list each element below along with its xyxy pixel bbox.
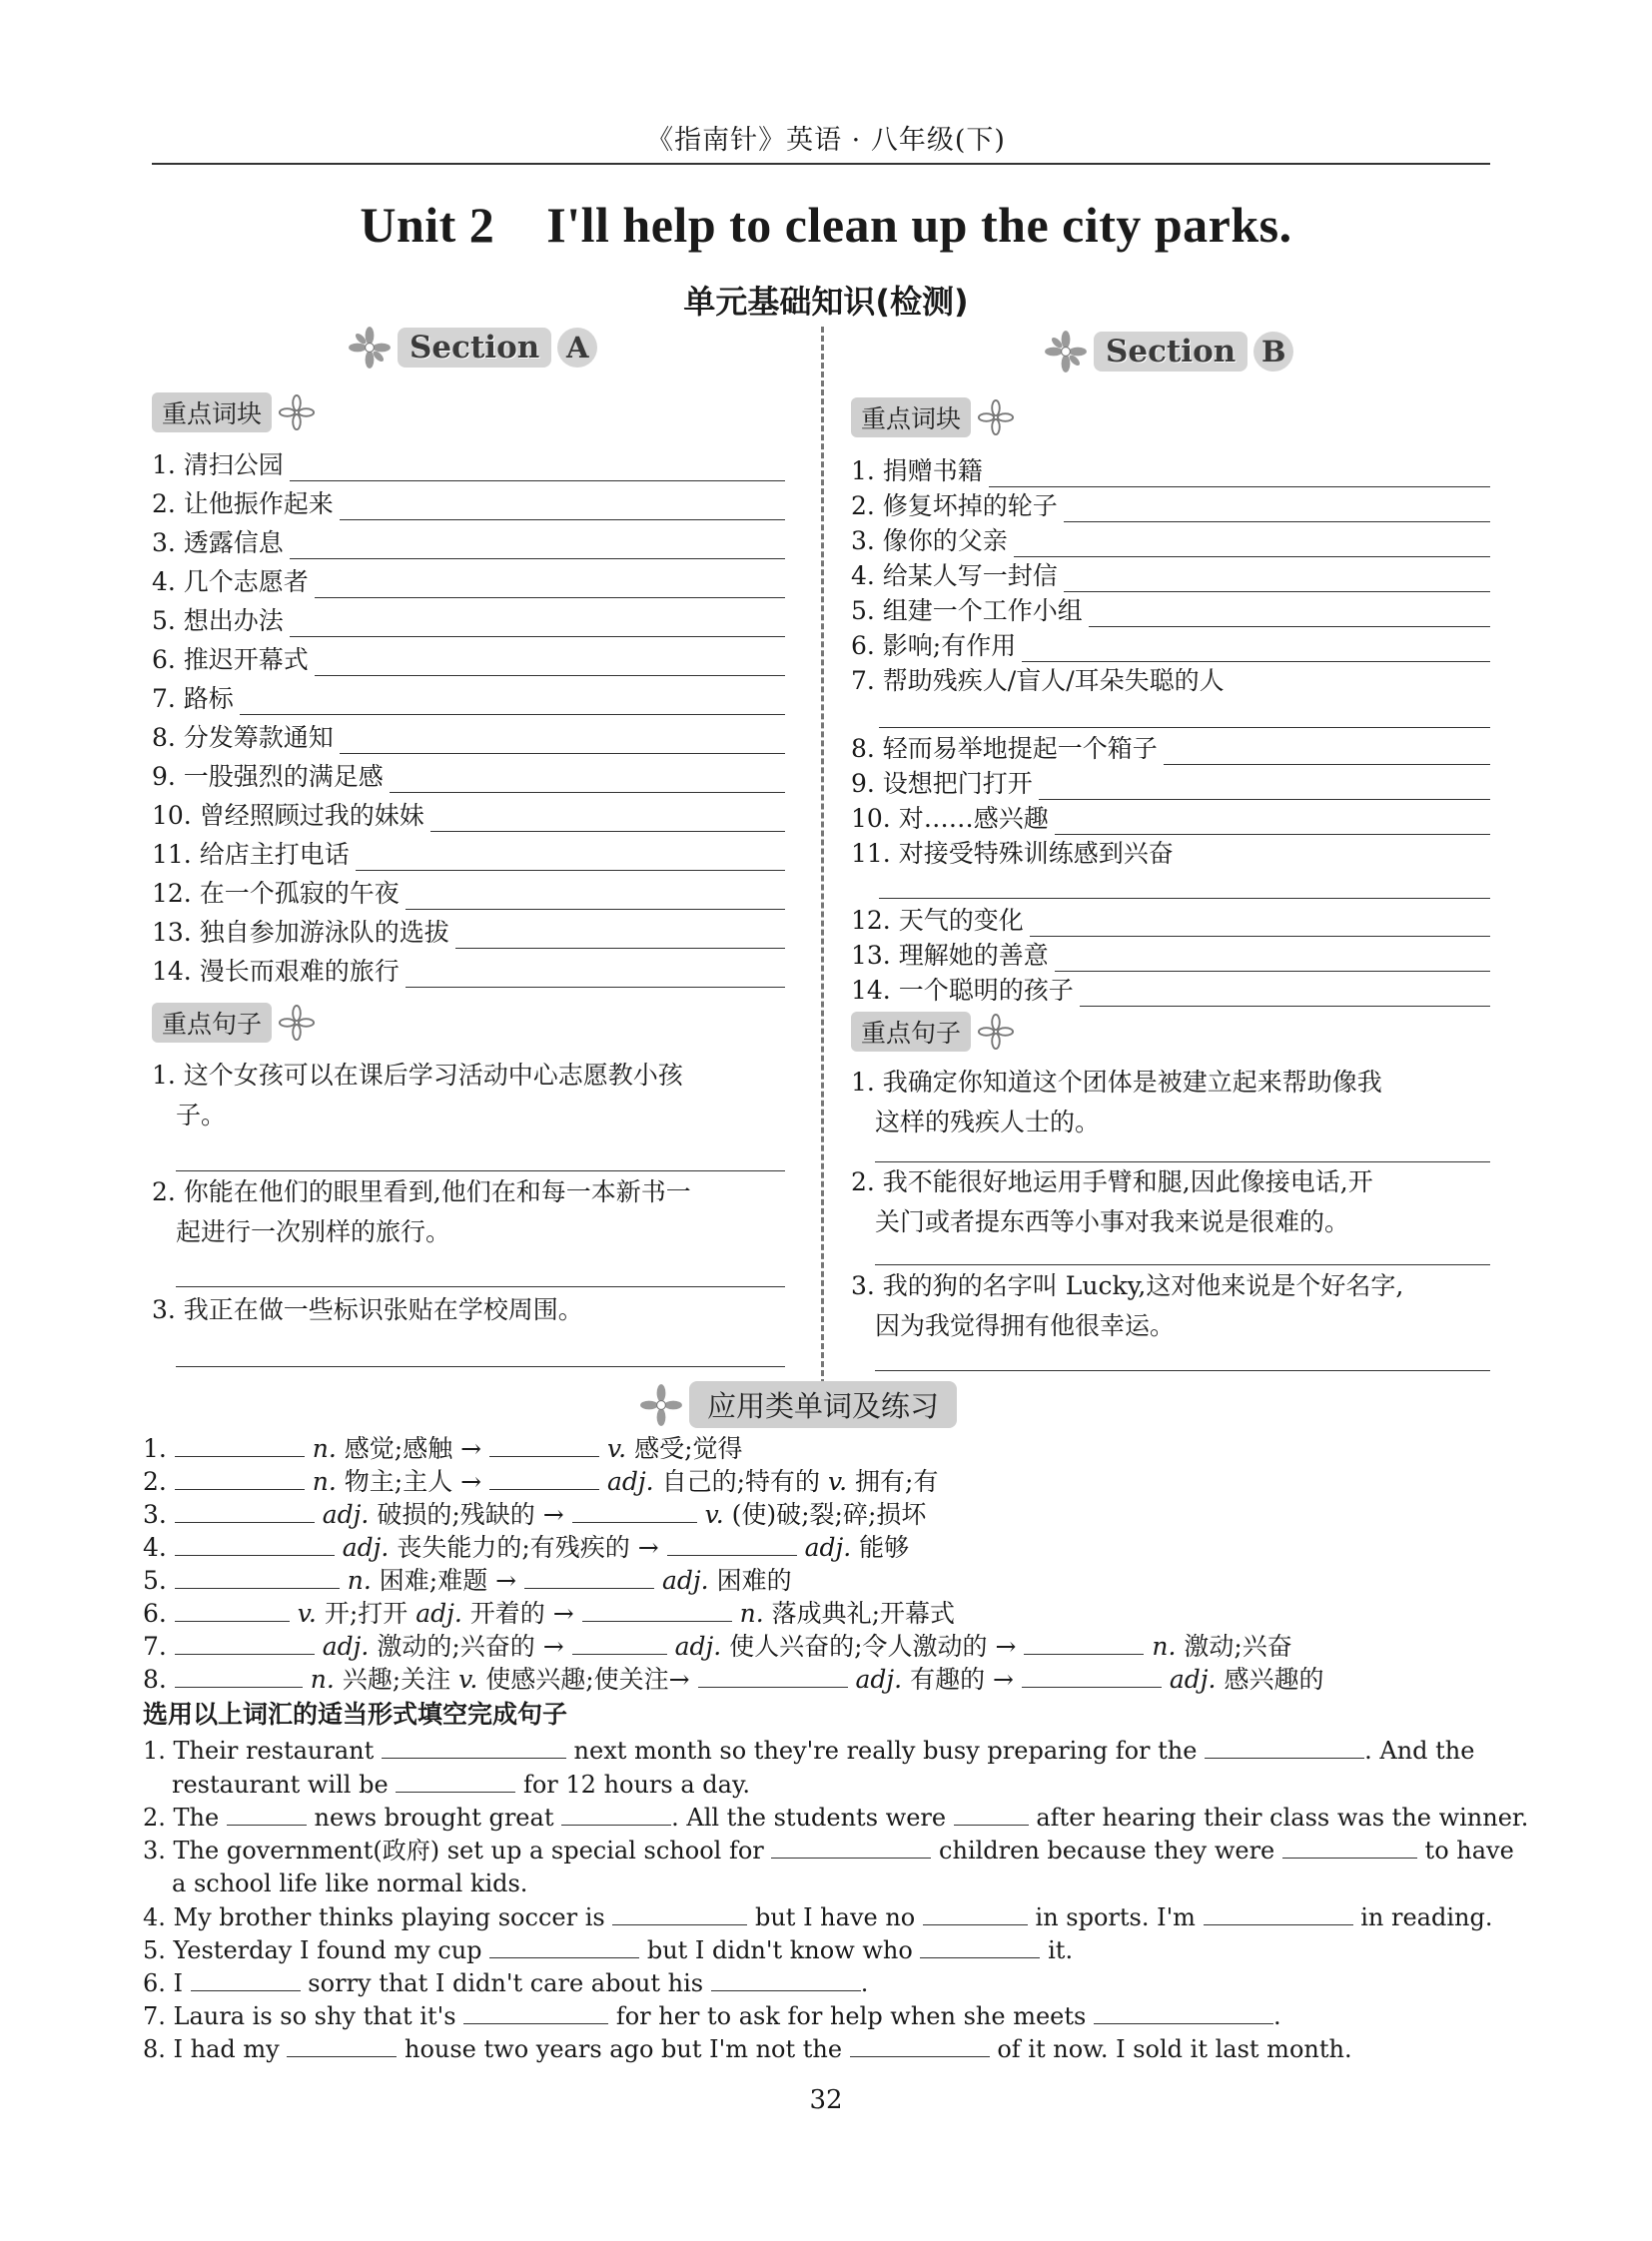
answer-blank[interactable] bbox=[850, 2032, 990, 2057]
section-b-phrases-heading bbox=[851, 397, 1015, 437]
fill-sentence: 3. The government(政府) set up a special school for children because they were to have bbox=[143, 1834, 1514, 1867]
section-a-phrase: 13. 独自参加游泳队的选拔 bbox=[152, 913, 785, 949]
answer-blank[interactable] bbox=[771, 1834, 931, 1859]
answer-line[interactable] bbox=[879, 898, 1490, 899]
flower-icon bbox=[278, 393, 316, 431]
answer-blank[interactable] bbox=[572, 1630, 667, 1655]
flower-icon bbox=[1044, 330, 1088, 374]
answer-blank[interactable] bbox=[1064, 569, 1490, 592]
answer-blank[interactable] bbox=[489, 1933, 639, 1958]
answer-blank[interactable] bbox=[524, 1564, 654, 1589]
answer-blank[interactable] bbox=[175, 1663, 303, 1688]
answer-blank[interactable] bbox=[455, 926, 785, 949]
section-a-banner bbox=[348, 326, 597, 370]
section-a-sentences-tag: 重点句子 bbox=[152, 1003, 272, 1043]
answer-blank[interactable] bbox=[561, 1801, 671, 1826]
fill-sentence: 5. Yesterday I found my cup but I didn't know who it. bbox=[143, 1933, 1073, 1966]
answer-line[interactable] bbox=[879, 727, 1490, 728]
answer-blank[interactable] bbox=[572, 1498, 697, 1523]
section-a-phrase: 11. 给店主打电话 bbox=[152, 835, 785, 871]
instruction: 选用以上词汇的适当形式填空完成句子 bbox=[143, 1700, 568, 1729]
answer-line[interactable] bbox=[176, 1286, 785, 1287]
answer-blank[interactable] bbox=[315, 653, 785, 676]
answer-blank[interactable] bbox=[923, 1900, 1028, 1925]
answer-blank[interactable] bbox=[406, 887, 785, 910]
answer-blank[interactable] bbox=[954, 1801, 1029, 1826]
section-a-phrase: 7. 路标 bbox=[152, 679, 785, 715]
answer-blank[interactable] bbox=[430, 809, 785, 832]
section-b-phrase: 6. 影响;有作用 bbox=[851, 626, 1490, 662]
section-a-sentences-heading bbox=[152, 1003, 316, 1043]
flower-icon bbox=[639, 1383, 683, 1427]
column-divider bbox=[821, 327, 824, 1385]
answer-blank[interactable] bbox=[489, 1465, 599, 1490]
section-b-sentences-heading bbox=[851, 1012, 1015, 1052]
answer-blank[interactable] bbox=[920, 1933, 1040, 1958]
section-b-phrase: 12. 天气的变化 bbox=[851, 901, 1490, 937]
section-a-word: Section bbox=[398, 328, 551, 368]
section-a-phrase: 8. 分发筹款通知 bbox=[152, 718, 785, 754]
answer-blank[interactable] bbox=[175, 1498, 315, 1523]
application-banner bbox=[639, 1381, 957, 1428]
word-row: 7. adj. 激动的;兴奋的 → adj. 使人兴奋的;令人激动的 → n. 激动;兴奋 bbox=[143, 1632, 1292, 1661]
page-number: 32 bbox=[809, 2085, 843, 2115]
word-row: 2. n. 物主;主人 → adj. 自己的;特有的 v. 拥有;有 bbox=[143, 1467, 939, 1496]
section-a-phrases-tag: 重点词块 bbox=[152, 392, 272, 432]
flower-icon bbox=[348, 326, 392, 370]
section-b-phrases-tag: 重点词块 bbox=[851, 397, 971, 437]
answer-line[interactable] bbox=[875, 1370, 1490, 1371]
answer-blank[interactable] bbox=[1205, 1734, 1364, 1759]
section-b-letter: B bbox=[1253, 332, 1293, 372]
section-b-phrase: 11. 对接受特殊训练感到兴奋 bbox=[851, 839, 1174, 868]
answer-blank[interactable] bbox=[1030, 914, 1490, 937]
fill-sentence: 6. I sorry that I didn't care about his . bbox=[143, 1966, 868, 1999]
word-row: 8. n. 兴趣;关注 v. 使感兴趣;使关注→ adj. 有趣的 → adj. 感兴趣的 bbox=[143, 1665, 1324, 1694]
answer-blank[interactable] bbox=[1055, 812, 1490, 835]
section-a-phrase: 2. 让他振作起来 bbox=[152, 484, 785, 520]
section-a-phrase: 12. 在一个孤寂的午夜 bbox=[152, 874, 785, 910]
fill-sentence: 2. The news brought great . All the students were after hearing their class was the winner. bbox=[143, 1801, 1528, 1834]
section-b-phrase: 2. 修复坏掉的轮子 bbox=[851, 486, 1490, 522]
section-b-phrase: 14. 一个聪明的孩子 bbox=[851, 971, 1490, 1007]
fill-sentence: 1. Their restaurant next month so they're really busy preparing for the . And the bbox=[143, 1734, 1474, 1767]
answer-blank[interactable] bbox=[382, 1734, 566, 1759]
fill-sentence: restaurant will be for 12 hours a day. bbox=[172, 1768, 750, 1801]
answer-blank[interactable] bbox=[989, 464, 1490, 487]
section-a-phrases-heading bbox=[152, 392, 316, 432]
answer-blank[interactable] bbox=[582, 1597, 732, 1622]
section-b-sentence: 3. 我的狗的名字叫 Lucky,这对他来说是个好名字, 因为我觉得拥有他很幸运。 bbox=[851, 1271, 1404, 1340]
answer-blank[interactable] bbox=[340, 731, 785, 754]
fill-sentence: a school life like normal kids. bbox=[172, 1869, 528, 1897]
section-a-phrase: 9. 一股强烈的满足感 bbox=[152, 757, 785, 793]
answer-blank[interactable] bbox=[315, 575, 785, 598]
section-a-phrase: 1. 清扫公园 bbox=[152, 445, 785, 481]
running-header: 《指南针》英语 · 八年级(下) bbox=[646, 125, 1006, 156]
section-a-phrase: 3. 透露信息 bbox=[152, 523, 785, 559]
answer-blank[interactable] bbox=[356, 848, 785, 871]
answer-blank[interactable] bbox=[175, 1597, 290, 1622]
answer-blank[interactable] bbox=[1064, 499, 1490, 522]
section-a-sentence: 2. 你能在他们的眼里看到,他们在和每一本新书一 起进行一次别样的旅行。 bbox=[152, 1177, 691, 1246]
flower-icon bbox=[278, 1004, 316, 1042]
word-row: 6. v. 开;打开 adj. 开着的 → n. 落成典礼;开幕式 bbox=[143, 1599, 956, 1628]
section-b-phrase: 13. 理解她的善意 bbox=[851, 936, 1490, 972]
word-row: 5. n. 困难;难题 → adj. 困难的 bbox=[143, 1566, 792, 1595]
answer-blank[interactable] bbox=[1055, 949, 1490, 972]
answer-blank[interactable] bbox=[406, 965, 785, 988]
answer-blank[interactable] bbox=[175, 1432, 305, 1457]
answer-blank[interactable] bbox=[191, 1966, 301, 1991]
flower-icon bbox=[977, 1013, 1015, 1051]
section-b-phrase: 8. 轻而易举地提起一个箱子 bbox=[851, 729, 1490, 765]
answer-blank[interactable] bbox=[1022, 1663, 1162, 1688]
answer-blank[interactable] bbox=[463, 1999, 608, 2024]
answer-blank[interactable] bbox=[390, 770, 785, 793]
answer-blank[interactable] bbox=[175, 1630, 315, 1655]
section-b-sentence: 1. 我确定你知道这个团体是被建立起来帮助像我 这样的残疾人士的。 bbox=[851, 1068, 1382, 1136]
section-b-phrase: 4. 给某人写一封信 bbox=[851, 556, 1490, 592]
header-rule bbox=[152, 163, 1490, 165]
section-b-phrase: 7. 帮助残疾人/盲人/耳朵失聪的人 bbox=[851, 666, 1225, 695]
section-b-phrase: 3. 像你的父亲 bbox=[851, 521, 1490, 557]
subtitle: 单元基础知识(检测) bbox=[683, 283, 969, 321]
answer-blank[interactable] bbox=[489, 1432, 599, 1457]
answer-blank[interactable] bbox=[227, 1801, 307, 1826]
application-title: 应用类单词及练习 bbox=[689, 1381, 957, 1428]
answer-blank[interactable] bbox=[290, 614, 785, 637]
answer-blank[interactable] bbox=[1014, 534, 1490, 557]
answer-blank[interactable] bbox=[1094, 1999, 1273, 2024]
section-a-phrase: 4. 几个志愿者 bbox=[152, 562, 785, 598]
answer-blank[interactable] bbox=[287, 2032, 397, 2057]
answer-blank[interactable] bbox=[340, 497, 785, 520]
answer-blank[interactable] bbox=[667, 1531, 797, 1556]
section-a-phrase: 6. 推迟开幕式 bbox=[152, 640, 785, 676]
answer-line[interactable] bbox=[176, 1366, 785, 1367]
section-b-word: Section bbox=[1094, 332, 1247, 372]
section-a-letter: A bbox=[557, 328, 597, 368]
answer-blank[interactable] bbox=[396, 1768, 515, 1793]
answer-blank[interactable] bbox=[1022, 639, 1490, 662]
section-a-phrase: 5. 想出办法 bbox=[152, 601, 785, 637]
section-b-banner bbox=[1044, 330, 1293, 374]
section-a-sentence: 3. 我正在做一些标识张贴在学校周围。 bbox=[152, 1295, 583, 1324]
answer-blank[interactable] bbox=[290, 536, 785, 559]
answer-line[interactable] bbox=[875, 1264, 1490, 1265]
section-b-phrase: 1. 捐赠书籍 bbox=[851, 451, 1490, 487]
answer-blank[interactable] bbox=[1164, 742, 1490, 765]
word-row: 1. n. 感觉;感触 → v. 感受;觉得 bbox=[143, 1434, 743, 1463]
answer-blank[interactable] bbox=[711, 1966, 861, 1991]
section-b-sentences-tag: 重点句子 bbox=[851, 1012, 971, 1052]
answer-line[interactable] bbox=[176, 1170, 785, 1171]
section-b-sentence: 2. 我不能很好地运用手臂和腿,因此像接电话,开 关门或者提东西等小事对我来说是很难的。 bbox=[851, 1167, 1373, 1236]
flower-icon bbox=[977, 398, 1015, 436]
fill-sentence: 7. Laura is so shy that it's for her to ask for help when she meets . bbox=[143, 1999, 1281, 2032]
word-row: 4. adj. 丧失能力的;有残疾的 → adj. 能够 bbox=[143, 1533, 910, 1562]
section-b-phrase: 9. 设想把门打开 bbox=[851, 764, 1490, 800]
answer-blank[interactable] bbox=[175, 1465, 305, 1490]
answer-blank[interactable] bbox=[240, 692, 785, 715]
answer-blank[interactable] bbox=[1024, 1630, 1144, 1655]
answer-blank[interactable] bbox=[612, 1900, 747, 1925]
section-b-phrase: 5. 组建一个工作小组 bbox=[851, 591, 1490, 627]
word-row: 3. adj. 破损的;残缺的 → v. (使)破;裂;碎;损坏 bbox=[143, 1500, 927, 1529]
answer-blank[interactable] bbox=[175, 1531, 335, 1556]
fill-sentence: 8. I had my house two years ago but I'm not the of it now. I sold it last month. bbox=[143, 2032, 1352, 2065]
section-b-phrase: 10. 对……感兴趣 bbox=[851, 799, 1490, 835]
fill-sentence: 4. My brother thinks playing soccer is but I have no in sports. I'm in reading. bbox=[143, 1900, 1492, 1933]
answer-blank[interactable] bbox=[1039, 777, 1490, 800]
answer-blank[interactable] bbox=[698, 1663, 848, 1688]
answer-blank[interactable] bbox=[175, 1564, 340, 1589]
answer-blank[interactable] bbox=[1080, 984, 1490, 1007]
answer-blank[interactable] bbox=[1282, 1834, 1417, 1859]
answer-blank[interactable] bbox=[1089, 604, 1490, 627]
answer-blank[interactable] bbox=[290, 458, 785, 481]
answer-blank[interactable] bbox=[1204, 1900, 1353, 1925]
section-a-phrase: 10. 曾经照顾过我的妹妹 bbox=[152, 796, 785, 832]
section-a-sentence: 1. 这个女孩可以在课后学习活动中心志愿教小孩 子。 bbox=[152, 1061, 683, 1129]
section-a-phrase: 14. 漫长而艰难的旅行 bbox=[152, 952, 785, 988]
unit-title: Unit 2 I'll help to clean up the city parks. bbox=[360, 197, 1292, 253]
